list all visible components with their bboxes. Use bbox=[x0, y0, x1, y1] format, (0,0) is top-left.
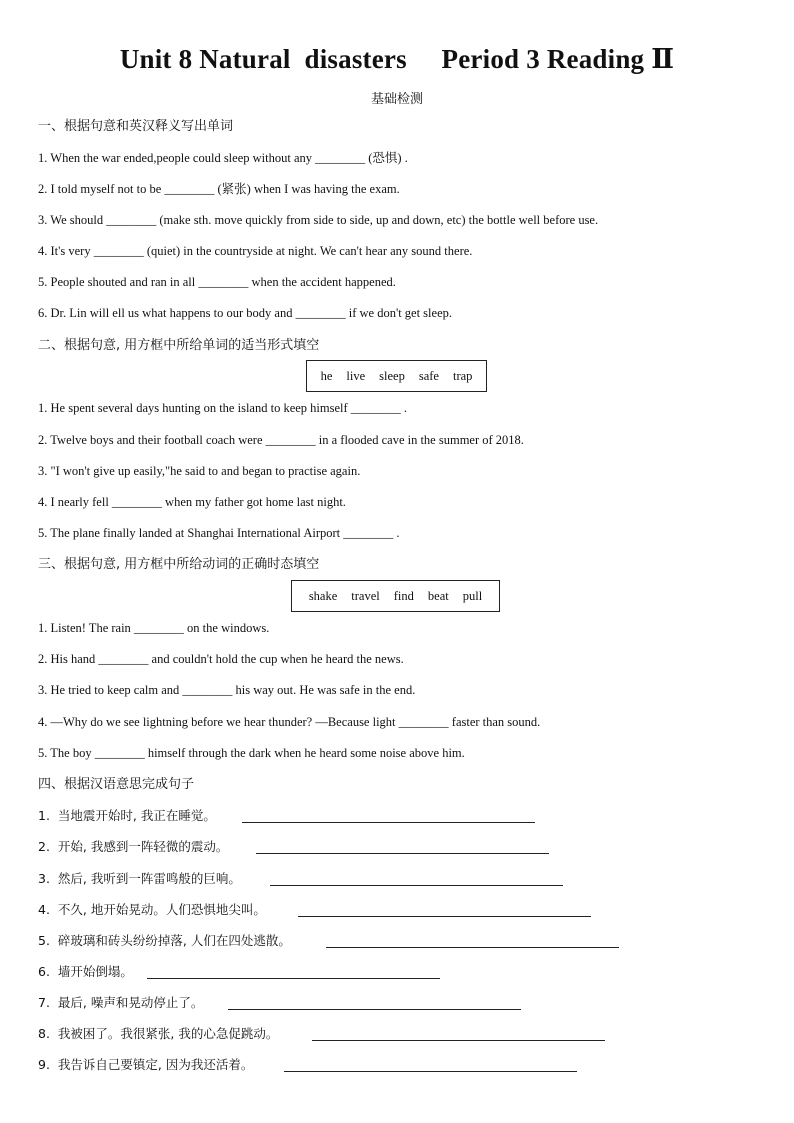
section-heading: 二、根据句意, 用方框中所给单词的适当形式填空 bbox=[38, 338, 320, 353]
question-item: 1. He spent several days hunting on the island to keep himself ________ . bbox=[38, 401, 408, 415]
translation-item: 7. 最后, 噪声和晃动停止了。 bbox=[38, 995, 204, 1010]
box-word: pull bbox=[462, 588, 483, 603]
box-word: beat bbox=[427, 588, 449, 603]
answer-line bbox=[270, 885, 563, 886]
box-word: trap bbox=[452, 368, 473, 383]
translation-item: 4. 不久, 地开始晃动。人们恐惧地尖叫。 bbox=[38, 902, 266, 917]
section-heading: 三、根据句意, 用方框中所给动词的正确时态填空 bbox=[38, 557, 320, 572]
question-item: 4. It's very ________ (quiet) in the countryside at night. We can't hear any sound there. bbox=[38, 244, 473, 258]
answer-line bbox=[228, 1009, 521, 1010]
box-word: sleep bbox=[379, 368, 405, 383]
box-word: safe bbox=[418, 368, 439, 383]
translation-item: 9. 我告诉自己要镇定, 因为我还活着。 bbox=[38, 1057, 254, 1072]
answer-line bbox=[326, 947, 619, 948]
question-item: 4. —Why do we see lightning before we hear thunder? —Because light ________ faster than sound. bbox=[38, 715, 541, 729]
question-item: 3. "I won't give up easily,"he said to and began to practise again. bbox=[38, 464, 361, 478]
answer-line bbox=[312, 1040, 605, 1041]
box-word: he bbox=[320, 368, 333, 383]
question-item: 2. I told myself not to be ________ (紧张) when I was having the exam. bbox=[38, 182, 400, 196]
question-item: 2. His hand ________ and couldn't hold the cup when he heard the news. bbox=[38, 652, 404, 666]
question-item: 1. Listen! The rain ________ on the windows. bbox=[38, 621, 270, 635]
answer-line bbox=[284, 1071, 577, 1072]
question-item: 1. When the war ended,people could sleep without any ________ (恐惧) . bbox=[38, 151, 408, 165]
translation-item: 6. 墙开始倒塌。 bbox=[38, 964, 133, 979]
translation-item: 5. 碎玻璃和砖头纷纷掉落, 人们在四处逃散。 bbox=[38, 933, 291, 948]
box-word: find bbox=[393, 588, 414, 603]
answer-line bbox=[298, 916, 591, 917]
word-box bbox=[306, 360, 487, 392]
section-heading: 四、根据汉语意思完成句子 bbox=[38, 777, 195, 792]
translation-item: 8. 我被困了。我很紧张, 我的心急促跳动。 bbox=[38, 1026, 279, 1041]
question-item: 5. People shouted and ran in all ________ when the accident happened. bbox=[38, 275, 396, 289]
word-box bbox=[291, 580, 500, 612]
answer-line bbox=[147, 978, 440, 979]
translation-item: 1. 当地震开始时, 我正在睡觉。 bbox=[38, 808, 216, 823]
box-word: live bbox=[346, 368, 366, 383]
answer-line bbox=[256, 853, 549, 854]
page-title: Unit 8 Natural disasters Period 3 Reading Ⅱ bbox=[119, 44, 675, 74]
question-item: 5. The plane finally landed at Shanghai International Airport ________ . bbox=[38, 526, 400, 540]
question-item: 4. I nearly fell ________ when my father got home last night. bbox=[38, 495, 346, 509]
section-heading: 一、根据句意和英汉释义写出单词 bbox=[38, 119, 234, 134]
question-item: 3. He tried to keep calm and ________ his way out. He was safe in the end. bbox=[38, 683, 416, 697]
answer-line bbox=[242, 822, 535, 823]
translation-item: 2. 开始, 我感到一阵轻微的震动。 bbox=[38, 839, 229, 854]
page-subtitle: 基础检测 bbox=[370, 92, 423, 107]
question-item: 3. We should ________ (make sth. move quickly from side to side, up and down, etc) the bottle well before use. bbox=[38, 213, 599, 227]
question-item: 6. Dr. Lin will ell us what happens to our body and ________ if we don't get sleep. bbox=[38, 306, 452, 320]
question-item: 5. The boy ________ himself through the dark when he heard some noise above him. bbox=[38, 746, 465, 760]
question-item: 2. Twelve boys and their football coach were ________ in a flooded cave in the summer of 2018. bbox=[38, 433, 524, 447]
translation-item: 3. 然后, 我听到一阵雷鸣般的巨响。 bbox=[38, 871, 241, 886]
box-word: shake bbox=[308, 588, 338, 603]
box-word: travel bbox=[351, 588, 380, 603]
